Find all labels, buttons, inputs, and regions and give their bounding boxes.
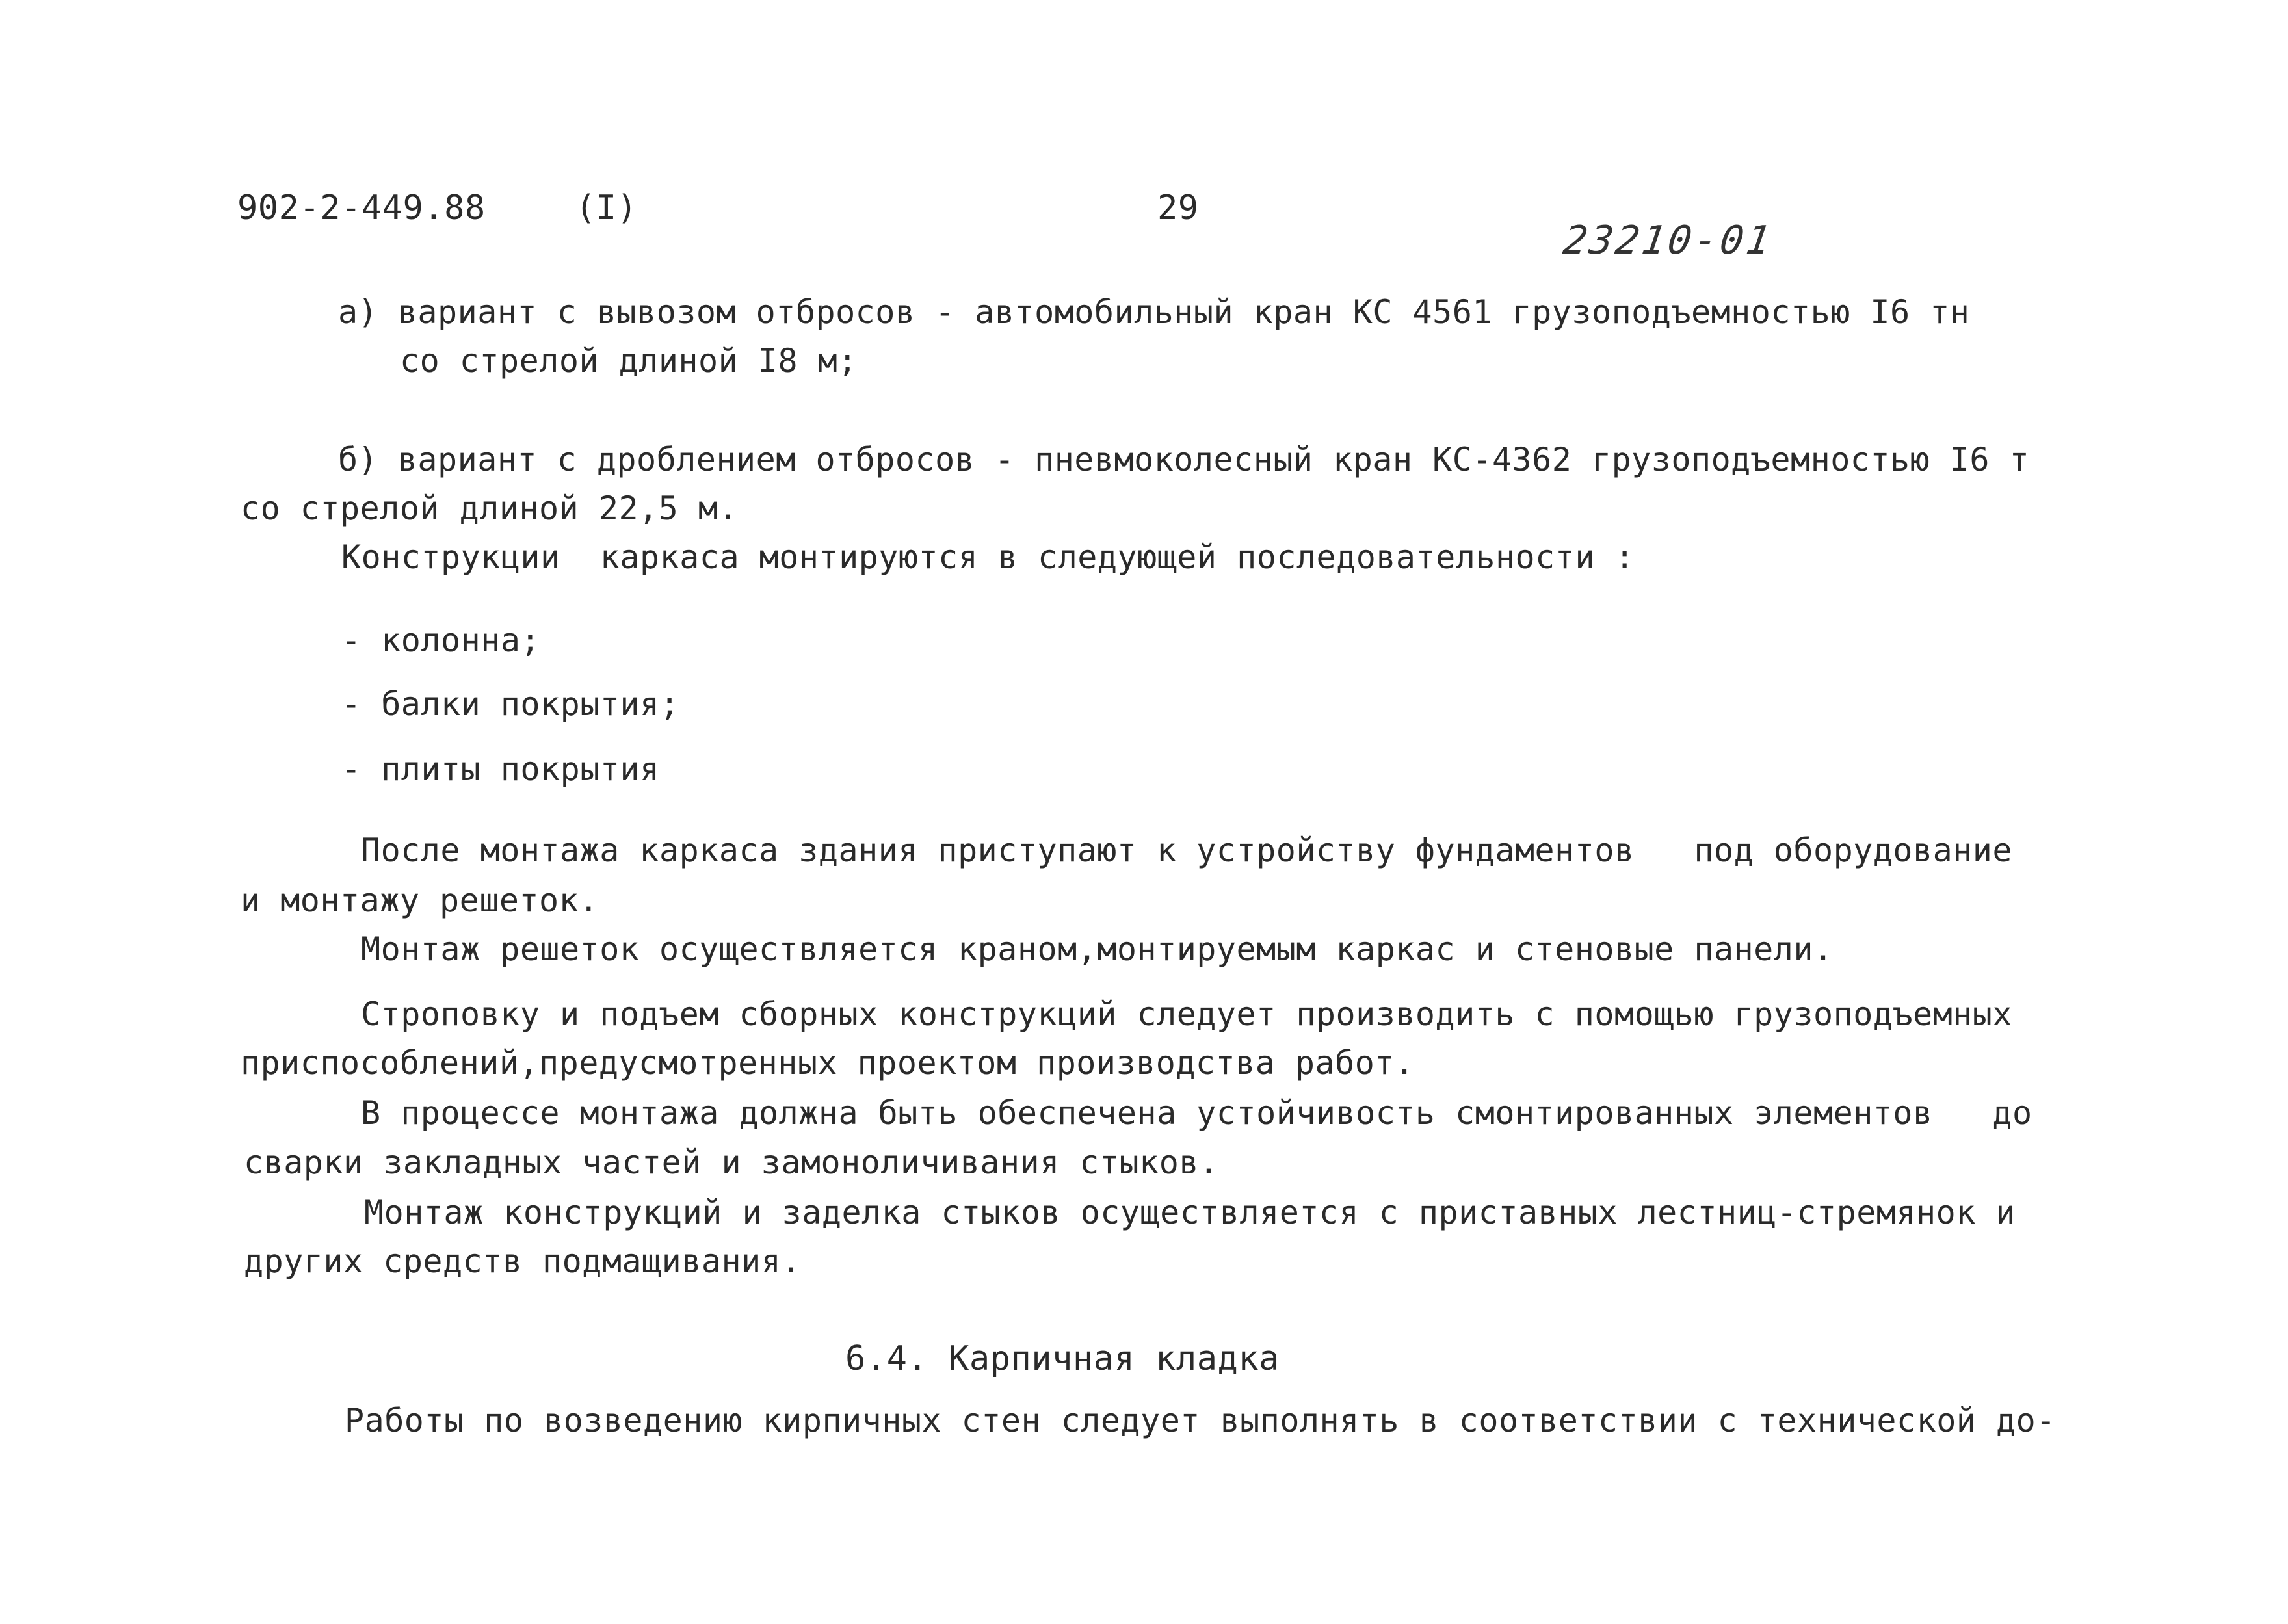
paragraph-1-line-2: и монтажу решеток. [241,882,599,919]
inventory-stamp-number: 23210-01 [1560,218,1776,263]
paragraph-2-line-1: Монтаж решеток осуществляется краном,монтируемым каркас и стеновые панели. [361,930,1834,968]
item-a-line-2: со стрелой длиной I8 м; [400,342,858,380]
paragraph-3-line-2: приспособлений,предусмотренных проектом производства работ. [241,1044,1415,1082]
paragraph-4-line-1: В процессе монтажа должна быть обеспечена устойчивость смонтированных элементов до [361,1094,2032,1132]
section-heading: 6.4. Карпичная кладка [845,1339,1280,1378]
sequence-intro: Конструкции каркаса монтируются в следующей последовательности : [341,538,1635,576]
paragraph-5-line-2: других средств подмащивания. [244,1242,801,1280]
paragraph-4-line-2: сварки закладных частей и замоноличивания стыков. [244,1144,1219,1181]
document-code: 902-2-449.88 [237,189,486,228]
item-b-line-1: б) вариант с дроблением отбросов - пневмоколесный кран КС-4362 грузоподъемностью I6 т [338,441,2030,478]
list-item: - колонна; [341,622,541,659]
page-number: 29 [1157,189,1199,228]
document-part: (I) [575,189,638,228]
list-item: - балки покрытия; [341,685,680,723]
paragraph-1-line-1: После монтажа каркаса здания приступают к устройству фундаментов под оборудование [361,832,2013,869]
paragraph-3-line-1: Строповку и подъем сборных конструкций следует производить с помощью грузоподъемных [361,995,2013,1033]
item-b-line-2: со стрелой длиной 22,5 м. [241,490,739,527]
item-a-line-1: а) вариант с вывозом отбросов - автомобильный кран КС 4561 грузоподъемностью I6 тн [338,293,1970,331]
paragraph-5-line-1: Монтаж конструкций и заделка стыков осуществляется с приставных лестниц-стремянок и [364,1194,2016,1231]
list-item: - плиты покрытия [341,750,660,788]
paragraph-6-line-1: Работы по возведению кирпичных стен следует выполнять в соответствии с технической до- [345,1402,2056,1439]
